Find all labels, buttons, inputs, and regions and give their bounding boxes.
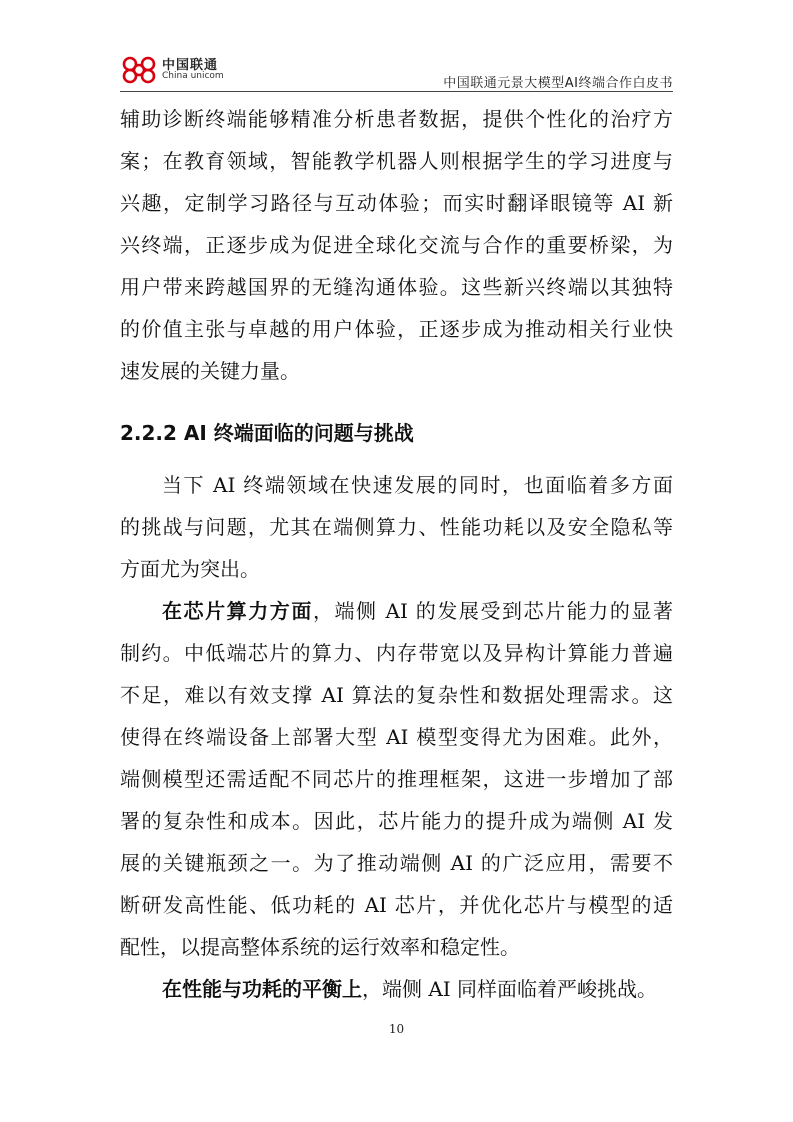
header-divider (120, 91, 673, 92)
text-line: 的价值主张与卓越的用户体验，正逐步成为推动相关行业快 (120, 317, 673, 341)
text-line: 兴终端，正逐步成为促进全球化交流与合作的重要桥梁，为 (120, 233, 673, 257)
text-line: 不足，难以有效支撑 AI 算法的复杂性和数据处理需求。这 (120, 683, 673, 707)
paragraph-3 (120, 590, 673, 968)
document-title: 中国联通元景大模型AI终端合作白皮书 (443, 76, 673, 91)
page-header (120, 52, 673, 92)
text-line: 端侧模型还需适配不同芯片的推理框架，这进一步增加了部 (120, 767, 673, 791)
text-line: 方面尤为突出。 (120, 557, 260, 581)
text-line: 制约。中低端芯片的算力、内存带宽以及异构计算能力普遍 (120, 641, 673, 665)
text-line: 辅助诊断终端能够精准分析患者数据，提供个性化的治疗方 (120, 107, 673, 131)
text-line (120, 968, 673, 1010)
text-line: 兴趣，定制学习路径与互动体验；而实时翻译眼镜等 AI 新 (120, 191, 673, 215)
text-line: 用户带来跨越国界的无缝沟通体验。这些新兴终端以其独特 (120, 275, 673, 299)
bold-lead: 在性能与功耗的平衡上 (162, 977, 362, 1001)
text-line: 当下 AI 终端领域在快速发展的同时，也面临着多方面 (162, 473, 673, 497)
text-run: ，端侧 AI 同样面临着严峻挑战。 (362, 977, 658, 1001)
page-number: 10 (388, 1022, 405, 1036)
text-line: 断研发高性能、低功耗的 AI 芯片，并优化芯片与模型的适 (120, 893, 673, 917)
china-unicom-logo (120, 52, 260, 88)
page-content (120, 98, 673, 1010)
text-line: 展的关键瓶颈之一。为了推动端侧 AI 的广泛应用，需要不 (120, 851, 673, 875)
section-heading: 2.2.2 AI 终端面临的问题与挑战 (120, 421, 414, 445)
text-line: 案；在教育领域，智能教学机器人则根据学生的学习进度与 (120, 149, 673, 173)
bold-lead: 在芯片算力方面 (162, 599, 313, 623)
paragraph-1 (120, 98, 673, 392)
text-run: ，端侧 AI 的发展受到芯片能力的显著 (312, 599, 673, 623)
text-line: 配性，以提高整体系统的运行效率和稳定性。 (120, 935, 520, 959)
logo-english-text: China unicom (162, 71, 224, 81)
paragraph-4 (120, 968, 673, 1010)
logo-chinese-text: 中国联通 (162, 58, 219, 73)
text-line: 使得在终端设备上部署大型 AI 模型变得尤为困难。此外， (120, 725, 673, 749)
paragraph-2 (120, 464, 673, 590)
text-line: 署的复杂性和成本。因此，芯片能力的提升成为端侧 AI 发 (120, 809, 673, 833)
text-line: 速发展的关键力量。 (120, 359, 300, 383)
text-line (120, 590, 673, 632)
text-line: 的挑战与问题，尤其在端侧算力、性能功耗以及安全隐私等 (120, 515, 673, 539)
unicom-knot-icon (120, 54, 158, 86)
